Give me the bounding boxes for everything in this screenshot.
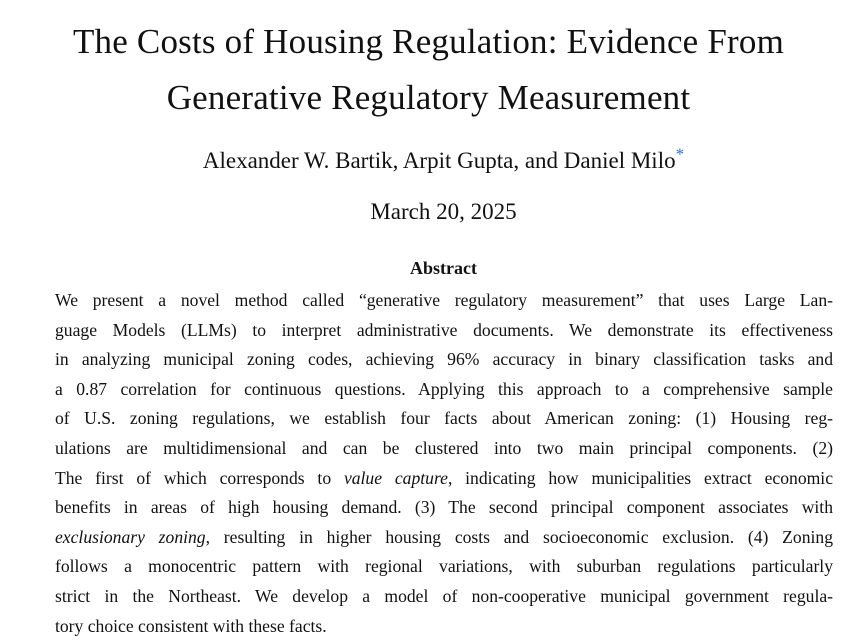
abstract-text: strict in the Northeast. We develop a model of non-cooperative municipal government regula- [55,585,833,606]
author-footnote-link[interactable]: * [675,144,685,164]
abstract-line [55,404,833,434]
abstract-line [55,523,833,553]
abstract-text: , indicating how municipalities extract economic [447,467,834,488]
abstract-text: guage Models (LLMs) to interpret administrative documents. We demonstrate its effectiveness [55,319,833,340]
abstract-body [55,286,833,641]
abstract-line [55,345,833,375]
abstract-line [55,464,833,494]
author-list [0,145,857,177]
abstract-text: The first of which corresponds to [55,467,344,488]
abstract-line [55,434,833,464]
abstract-line [55,582,833,612]
authors-text: Alexander W. Bartik, Arpit Gupta, and Daniel Milo [202,148,676,173]
abstract-text: of U.S. zoning regulations, we establish four facts about American zoning: (1) Housing reg- [55,408,833,429]
abstract-text: ulations are multidimensional and can be clustered into two main principal components. (2) [55,437,833,458]
title-line-1: The Costs of Housing Regulation: Evidence From [72,22,785,61]
paper-title [0,14,857,126]
abstract-text: follows a monocentric pattern with regional variations, with suburban regulations particularly [55,556,833,577]
abstract-text: a 0.87 correlation for continuous questions. Applying this approach to a comprehensive sample [55,378,833,399]
abstract-heading: Abstract [410,258,477,278]
abstract-text: , resulting in higher housing costs and socioeconomic exclusion. (4) Zoning [205,526,834,547]
abstract-line [55,316,833,346]
abstract-text: We present a novel method called “generative regulatory measurement” that uses Large Lan- [55,290,833,310]
title-line-2: Generative Regulatory Measurement [166,78,691,117]
abstract-text: in analyzing municipal zoning codes, achieving 96% accuracy in binary classification tasks and [55,349,833,370]
abstract-text: benefits in areas of high housing demand. (3) The second principal component associates with [55,497,833,518]
abstract-line [55,375,833,405]
abstract-emphasis: exclusionary zoning [55,526,206,547]
abstract-line [55,612,833,641]
abstract-line [55,552,833,582]
publication-date: March 20, 2025 [370,199,517,224]
abstract-line [55,286,833,316]
abstract-line [55,493,833,523]
abstract-emphasis: value capture [343,467,448,488]
abstract-text: tory choice consistent with these facts. [55,615,327,636]
